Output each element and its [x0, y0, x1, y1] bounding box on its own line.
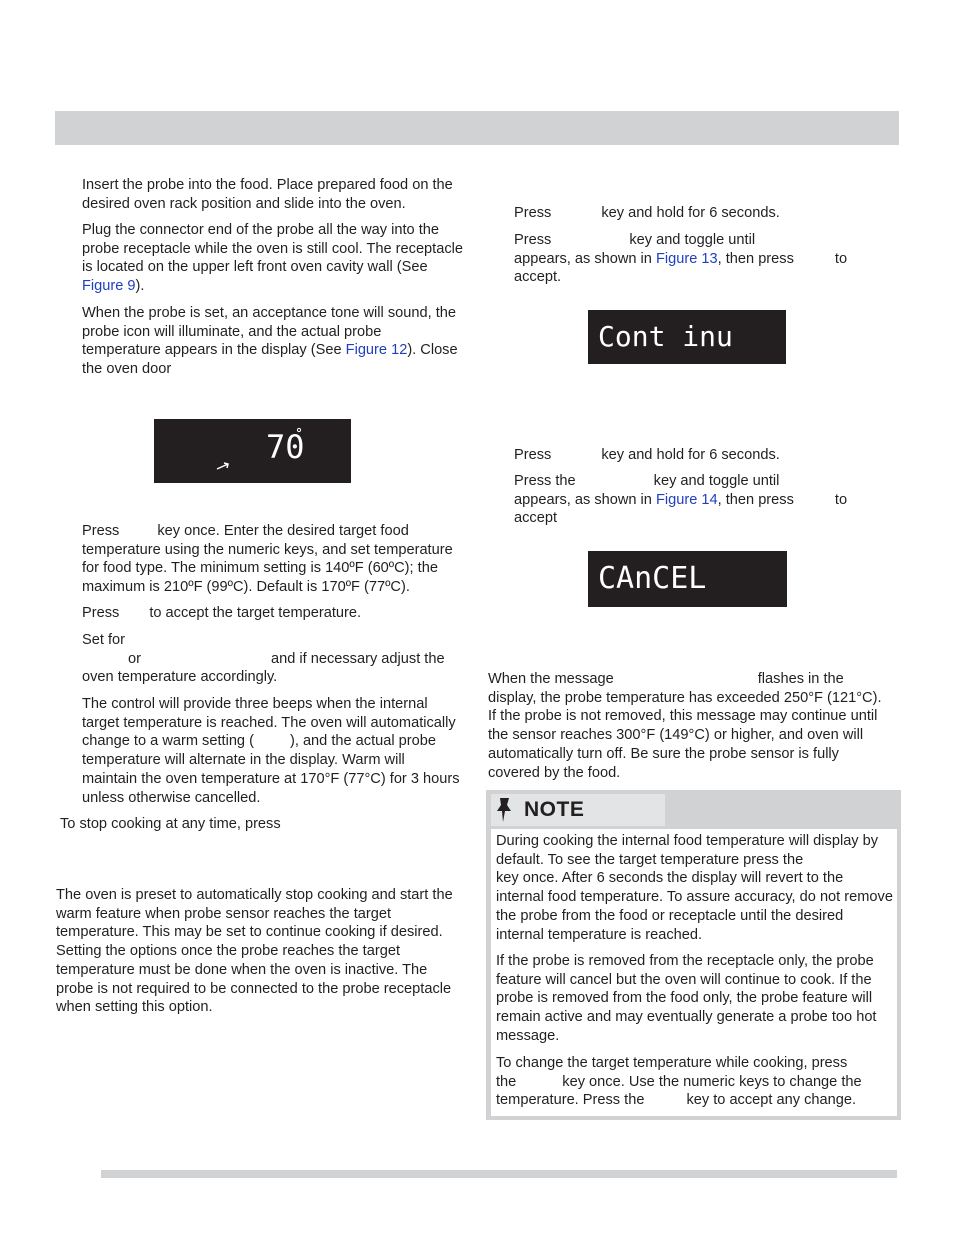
step-toggle-continue: Press key and toggle until appears, as shown in Figure 13, then press to accept.: [514, 232, 848, 286]
step-hold-6s-a: Press key and hold for 6 seconds.: [514, 205, 780, 221]
figure-14-link[interactable]: Figure 14: [655, 491, 718, 508]
figure-13-link[interactable]: Figure 13: [655, 250, 718, 267]
probe-icon: [217, 463, 228, 469]
display-temp-text: 70: [266, 428, 305, 466]
step-accept-target: Press to accept the target temperature.: [82, 605, 362, 621]
note-paragraph-2: If the probe is removed from the receptacle only, the probe feature will cancel but the oven will continue to cook. If the probe is removed from the food only, the probe feature will remain active and may eventually generate a probe too hot message.: [496, 953, 877, 1044]
figure-12-display: [154, 419, 351, 483]
step-plug-connector: Plug the connector end of the probe all the way into the probe receptacle while the oven is still cool. The receptacle is located on the upper left front oven cavity wall (See Figure 9).: [82, 222, 463, 295]
figure-12-link[interactable]: Figure 12: [345, 342, 408, 359]
step-press-probe-key: Press key once. Enter the desired target food temperature using the numeric keys, and set temperature for food type. The minimum setting is 140ºF (60ºC); the maximum is 210ºF (99ºC). Default is 170ºF (77ºC).: [82, 523, 453, 596]
step-hold-6s-b: Press key and hold for 6 seconds.: [514, 447, 780, 463]
figure-14-display: [588, 551, 787, 607]
figure-9-link[interactable]: Figure 9: [82, 278, 136, 295]
display-cancel-text: CAnCEL: [598, 561, 707, 596]
figure-13-display: [588, 310, 786, 364]
step-probe-set: When the probe is set, an acceptance tone will sound, the probe icon will illuminate, and the actual probe temperature appears in the display (See Figure 12). Close the oven door: [82, 305, 458, 378]
header-bar: [55, 111, 899, 145]
step-set-for: Set for or and if necessary adjust the oven temperature accordingly.: [82, 632, 445, 686]
stop-cooking-text: To stop cooking at any time, press: [60, 816, 281, 832]
step-insert-probe: Insert the probe into the food. Place prepared food on the desired oven rack position and slide into the oven.: [82, 177, 453, 212]
step-three-beeps: The control will provide three beeps when the internal target temperature is reached. The oven will automatically change to a warm setting ( ), and the actual probe temperature will alternate in the display. Warm will maintain the oven temperature at 170°F (77°C) for 3 hours unless otherwise cancelled.: [82, 696, 460, 806]
display-cont-text: Cont inu: [598, 320, 733, 353]
probe-hot-message: When the message flashes in the display, the probe temperature has exceeded 250°F (121°C). If the probe is not removed, this message may continue until the sensor reaches 300°F (149°C) or higher, and oven will automatically turn off. Be sure the probe sensor is fully covered by the food.: [488, 671, 882, 781]
preset-description: The oven is preset to automatically stop cooking and start the warm feature when probe sensor reaches the target temperature. This may be set to continue cooking if desired. Setting the options once the probe reaches the target temperature must be done when the oven is inactive. The probe is not required to be connected to the probe receptacle when setting this option.: [56, 887, 453, 1016]
note-paragraph-1: During cooking the internal food temperature will display by default. To see the target temperature press the key once. After 6 seconds the display will revert to the internal food temperature. To assure accuracy, do not remove the probe from the food or receptacle until the desired internal temperature is reached.: [496, 833, 893, 943]
note-title: NOTE: [524, 798, 585, 821]
display-readout: [588, 310, 786, 364]
note-paragraph-3: To change the target temperature while cooking, press the key once. Use the numeric keys to change the temperature. Press the key to accept any change.: [496, 1055, 862, 1109]
display-readout: [154, 419, 351, 483]
display-readout: [588, 551, 787, 607]
pushpin-icon: [494, 796, 516, 824]
footer-bar: [101, 1170, 897, 1178]
step-toggle-cancel: Press the key and toggle until appears, as shown in Figure 14, then press to accept: [514, 473, 848, 527]
